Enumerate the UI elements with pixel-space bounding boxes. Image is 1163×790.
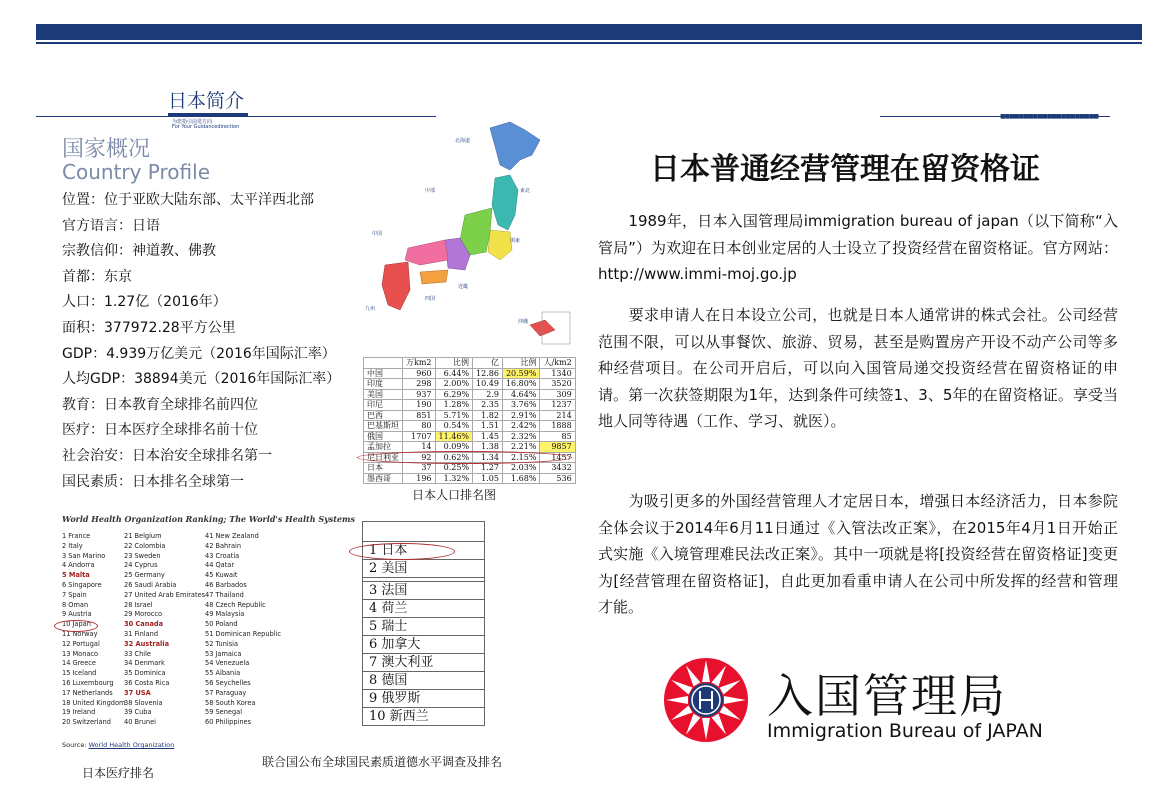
list-item: 35 Dominica [124,669,166,678]
table-cell: 印尼 [364,400,403,411]
table-cell: 3520 [540,379,575,390]
list-item: 44 Qatar [205,561,235,570]
map-label-kyushu: 九州 [365,306,376,312]
list-item: 56 Seychelles [205,678,251,687]
table-row [363,618,485,636]
table-cell: 8 德国 [363,672,485,690]
slogan-en: For Your Guidancedirection [172,124,240,130]
table-cell: 14 [403,442,436,453]
list-item: 52 Tunisia [205,639,239,648]
table-cell: 7 澳大利亚 [363,654,485,672]
table-cell: 1340 [540,368,575,379]
list-item: 14 Greece [62,659,96,668]
table-row [364,400,576,411]
list-item: 20 Switzerland [62,718,111,727]
table-cell: 2.15% [502,452,540,463]
table-cell: 1457 [540,452,575,463]
list-item: 32 Australia [124,639,170,648]
profile-item-security: 社会治安：日本治安全球排名第一 [62,447,272,464]
list-item: 28 Israel [124,600,153,609]
table-header-cell: 人/km2 [540,358,575,369]
profile-item-language: 官方语言：日语 [62,217,160,234]
table-cell: 美国 [364,389,403,400]
table-cell: 4.64% [502,389,540,400]
table-cell: 6.29% [435,389,473,400]
table-cell: 10 新西兰 [363,708,485,726]
table-row [364,410,576,421]
table-row [364,473,576,484]
table-cell-highlight: 9857 [540,442,575,453]
paragraph-reform: 为吸引更多的外国经营管理人才定居日本，增强日本经济活力，日本参院全体会议于2014年6月11日通过《入管法改正案》，在2015年4月1日开始正式实施《入境管理难民法改正案》。其中一项就是将[投资经营在留资格证]变更为[经营管理在留资格证]，自此更加看重申请人在公司中所发挥的经营和管理才能。 [598,492,1118,616]
table-cell: 5 瑞士 [363,618,485,636]
table-cell: 日本 [364,463,403,474]
table-cell: 309 [540,389,575,400]
profile-item-religion: 宗教信仰：神道教、佛教 [62,243,216,260]
table-cell: 2.21% [502,442,540,453]
list-item: 33 Chile [124,649,151,658]
table-cell: 3.76% [502,400,540,411]
table-cell: 尼日利亚 [364,452,403,463]
profile-title-cn: 国家概况 [62,137,151,162]
table-cell: 2.32% [502,431,540,442]
table-cell: 0.25% [435,463,473,474]
list-item: 1 France [62,532,91,540]
list-item: 47 Thailand [205,590,244,599]
shikoku-region [420,270,448,284]
table-header-row [364,358,576,369]
list-item: 54 Venezuela [205,659,250,668]
profile-list [62,188,362,495]
table-cell: 1.82 [473,410,503,421]
list-item: 2 Italy [62,541,83,550]
table-cell: 2.03% [502,463,540,474]
list-item: 21 Belgium [124,532,162,540]
japan-who-highlight-oval [54,620,98,632]
table-cell: 中国 [364,368,403,379]
list-item: 45 Kuwait [205,571,238,580]
table-row [364,389,576,400]
table-cell: 5.71% [435,410,473,421]
profile-item-capital: 首都：东京 [62,268,132,285]
list-item: 18 United Kingdom [62,698,126,707]
table-cell: 巴西 [364,410,403,421]
list-item: 39 Cuba [124,708,152,717]
table-row [363,560,485,578]
list-item: 60 Philippines [205,718,252,727]
list-item: 34 Denmark [124,659,165,668]
table-cell: 190 [403,400,436,411]
map-label-kinki: 近畿 [458,284,469,290]
table-row [363,672,485,690]
who-caption: 日本医疗排名 [82,766,155,780]
table-cell: 960 [403,368,436,379]
profile-item-education: 教育：日本教育全球排名前四位 [62,396,258,413]
list-item: 9 Austria [62,610,92,619]
kyushu-region [382,262,410,310]
table-row [363,636,485,654]
table-cell: 298 [403,379,436,390]
profile-item-gdp-per-capita: 人均GDP：38894美元（2016年国际汇率） [62,371,341,388]
list-item: 29 Morocco [124,610,163,619]
list-item: 30 Canada [124,620,164,629]
list-item: 13 Monaco [62,649,99,658]
table-cell: 孟加拉 [364,442,403,453]
table-cell: 3432 [540,463,575,474]
list-item: 42 Bahrain [205,541,241,550]
table-cell: 4 荷兰 [363,600,485,618]
table-cell: 92 [403,452,436,463]
list-item: 41 New Zealand [205,532,259,540]
table-cell: 1 日本 [363,542,485,560]
map-label-tohoku: 東北 [520,188,531,194]
table-cell [363,522,485,542]
population-caption: 日本人口排名图 [412,488,497,502]
table-header-cell: 比例 [502,358,540,369]
table-row [364,421,576,432]
list-item: 12 Portugal [62,639,100,648]
list-item-japan: 10 Japan [62,620,91,629]
moral-caption: 联合国公布全球国民素质道德水平调查及排名 [262,755,503,769]
list-item: 55 Albania [205,669,241,678]
table-cell: 80 [403,421,436,432]
table-cell: 2.35 [473,400,503,411]
immigration-bureau-emblem-icon [663,657,749,743]
hokkaido-region [490,122,540,170]
list-item: 8 Oman [62,600,89,609]
list-item: 46 Barbados [205,580,247,589]
table-cell: 16.80% [502,379,540,390]
top-banner-bar [36,24,1142,40]
table-header-cell: 比例 [435,358,473,369]
table-cell: 1.27 [473,463,503,474]
list-item: 22 Colombia [124,541,166,550]
table-cell: 1707 [403,431,436,442]
population-table [363,357,576,484]
table-cell: 0.62% [435,452,473,463]
table-cell: 墨西哥 [364,473,403,484]
table-cell: 196 [403,473,436,484]
table-cell: 1.32% [435,473,473,484]
table-cell: 1.05 [473,473,503,484]
top-banner-line [36,42,1142,44]
list-item: 3 San Marino [62,551,106,560]
table-cell: 85 [540,431,575,442]
list-item: 27 United Arab Emirates [124,590,206,599]
table-row-japan [364,463,576,474]
list-item: 48 Czech Republic [205,600,266,609]
list-item: 24 Cyprus [124,561,158,570]
table-cell: 1888 [540,421,575,432]
list-item: 4 Andorra [62,561,95,570]
table-cell: 10.49 [473,379,503,390]
map-label-chugoku: 中国 [372,231,383,237]
table-header-cell: 万km2 [403,358,436,369]
who-ranking-title: World Health Organization Ranking; The World's Health Systems [62,514,355,524]
table-cell: 1.34 [473,452,503,463]
table-row [363,600,485,618]
profile-item-quality: 国民素质：日本排名全球第一 [62,473,244,490]
map-label-kanto: 関東 [510,238,521,244]
list-item: 23 Sweden [124,551,161,560]
list-item: 57 Paraguay [205,688,247,697]
tohoku-region [492,175,518,230]
table-cell: 1.51 [473,421,503,432]
list-item: 31 Finland [124,629,159,638]
main-heading: 日本普通经营管理在留资格证 [650,152,1040,187]
list-item: 7 Spain [62,590,87,599]
list-item: 40 Brunei [124,718,156,727]
table-cell: 0.09% [435,442,473,453]
who-column-2 [124,532,205,728]
profile-item-gdp: GDP：4.939万亿美元（2016年国际汇率） [62,345,336,362]
table-header-cell: 亿 [473,358,503,369]
who-column-3 [205,532,281,728]
table-cell: 536 [540,473,575,484]
table-cell: 印度 [364,379,403,390]
table-cell: 1.38 [473,442,503,453]
table-cell: 2.9 [473,389,503,400]
profile-item-medical: 医疗：日本医疗全球排名前十位 [62,422,258,439]
table-row [364,379,576,390]
table-cell: 214 [540,410,575,421]
list-item: 26 Saudi Arabia [124,580,177,589]
table-cell-highlight: 11.46% [435,431,473,442]
dotted-divider: ■■■■■■■■■■■■■■■■■■■■■ [1000,113,1099,120]
list-item: 36 Costa Rica [124,678,170,687]
table-cell: 2 美国 [363,560,485,578]
list-item: 6 Singapore [62,580,102,589]
list-item: 58 South Korea [205,698,256,707]
profile-item-area: 面积：377972.28平方公里 [62,319,236,336]
table-cell: 1.45 [473,431,503,442]
okinawa-region [530,320,555,336]
table-cell-highlight: 20.59% [502,368,540,379]
list-item: 5 Malta [62,571,90,580]
list-item: 37 USA [124,688,151,697]
table-cell: 3 法国 [363,582,485,600]
list-item: 59 Senegal [205,708,243,717]
profile-item-location: 位置：位于亚欧大陆东部、太平洋西北部 [62,192,314,208]
table-row [363,654,485,672]
list-item: 38 Slovenia [124,698,163,707]
profile-item-population: 人口：1.27亿（2016年） [62,294,227,311]
kanto-region [488,230,512,260]
table-row [364,368,576,379]
table-cell: 6.44% [435,368,473,379]
japan-region-map [360,120,575,350]
logo-text-en: Immigration Bureau of JAPAN [767,720,1043,742]
list-item: 17 Netherlands [62,688,113,697]
paragraph-intro: 1989年，日本入国管理局immigration bureau of japan（以下简称“入管局”）为欢迎在日本创业定居的人士设立了投资经营在留资格证。官方网站：http://www.immi-moj.go.jp [598,212,1118,283]
chugoku-region [405,240,448,265]
list-item: 43 Croatia [205,551,240,560]
table-cell: 37 [403,463,436,474]
japan-row-highlight-oval [357,451,572,464]
list-item: 51 Dominican Republic [205,629,281,638]
table-cell: 0.54% [435,421,473,432]
table-cell: 1.28% [435,400,473,411]
table-cell: 2.91% [502,410,540,421]
table-header-cell [364,358,403,369]
paragraph-requirements: 要求申请人在日本设立公司，也就是日本人通常讲的株式会社。公司经营范围不限，可以从事餐饮、旅游、贸易，甚至是购置房产开设不动产公司等多种经营项目。在公司开启后，可以向入国管局递交投资经营在留资格证的申请。第一次获签期限为1年，达到条件可续签1、3、5年的在留资格证。享受当地人同等待遇（工作、学习、就医）。 [598,306,1118,430]
table-cell: 2.00% [435,379,473,390]
map-label-shikoku: 四国 [425,296,436,302]
table-cell: 12.86 [473,368,503,379]
table-cell: 1.68% [502,473,540,484]
table-cell: 1237 [540,400,575,411]
table-cell: 851 [403,410,436,421]
source-link[interactable]: World Health Organization [88,741,175,749]
source-label: Source: [62,741,87,749]
list-item: 11 Norway [62,629,98,638]
title-divider-left [36,116,436,117]
table-cell: 2.42% [502,421,540,432]
table-cell: 937 [403,389,436,400]
list-item: 49 Malaysia [205,610,245,619]
section-title: 日本简介 [168,90,245,112]
table-cell: 6 加拿大 [363,636,485,654]
list-item: 19 Ireland [62,708,96,717]
table-cell: 巴基斯坦 [364,421,403,432]
table-row [363,708,485,726]
table-cell: 俄国 [364,431,403,442]
map-label-hokkaido: 北海道 [455,138,471,144]
who-source [62,741,174,749]
list-item: 16 Luxembourg [62,678,114,687]
map-label-chubu: 中部 [425,188,436,194]
table-row [364,431,576,442]
table-row [363,582,485,600]
map-label-okinawa: 沖縄 [518,319,529,325]
list-item: 15 Iceland [62,669,97,678]
list-item: 50 Poland [205,620,238,629]
title-underline [168,113,248,116]
table-row [363,522,485,542]
japan-moral-highlight-oval [349,543,455,560]
list-item: 25 Germany [124,571,165,580]
table-row [363,690,485,708]
profile-title-en: Country Profile [62,160,210,184]
logo-text-cn: 入国管理局 [767,669,1007,723]
table-cell: 9 俄罗斯 [363,690,485,708]
slogan-cn: 为您指引前进方向 [172,119,213,125]
list-item: 53 Jamaica [205,649,242,658]
